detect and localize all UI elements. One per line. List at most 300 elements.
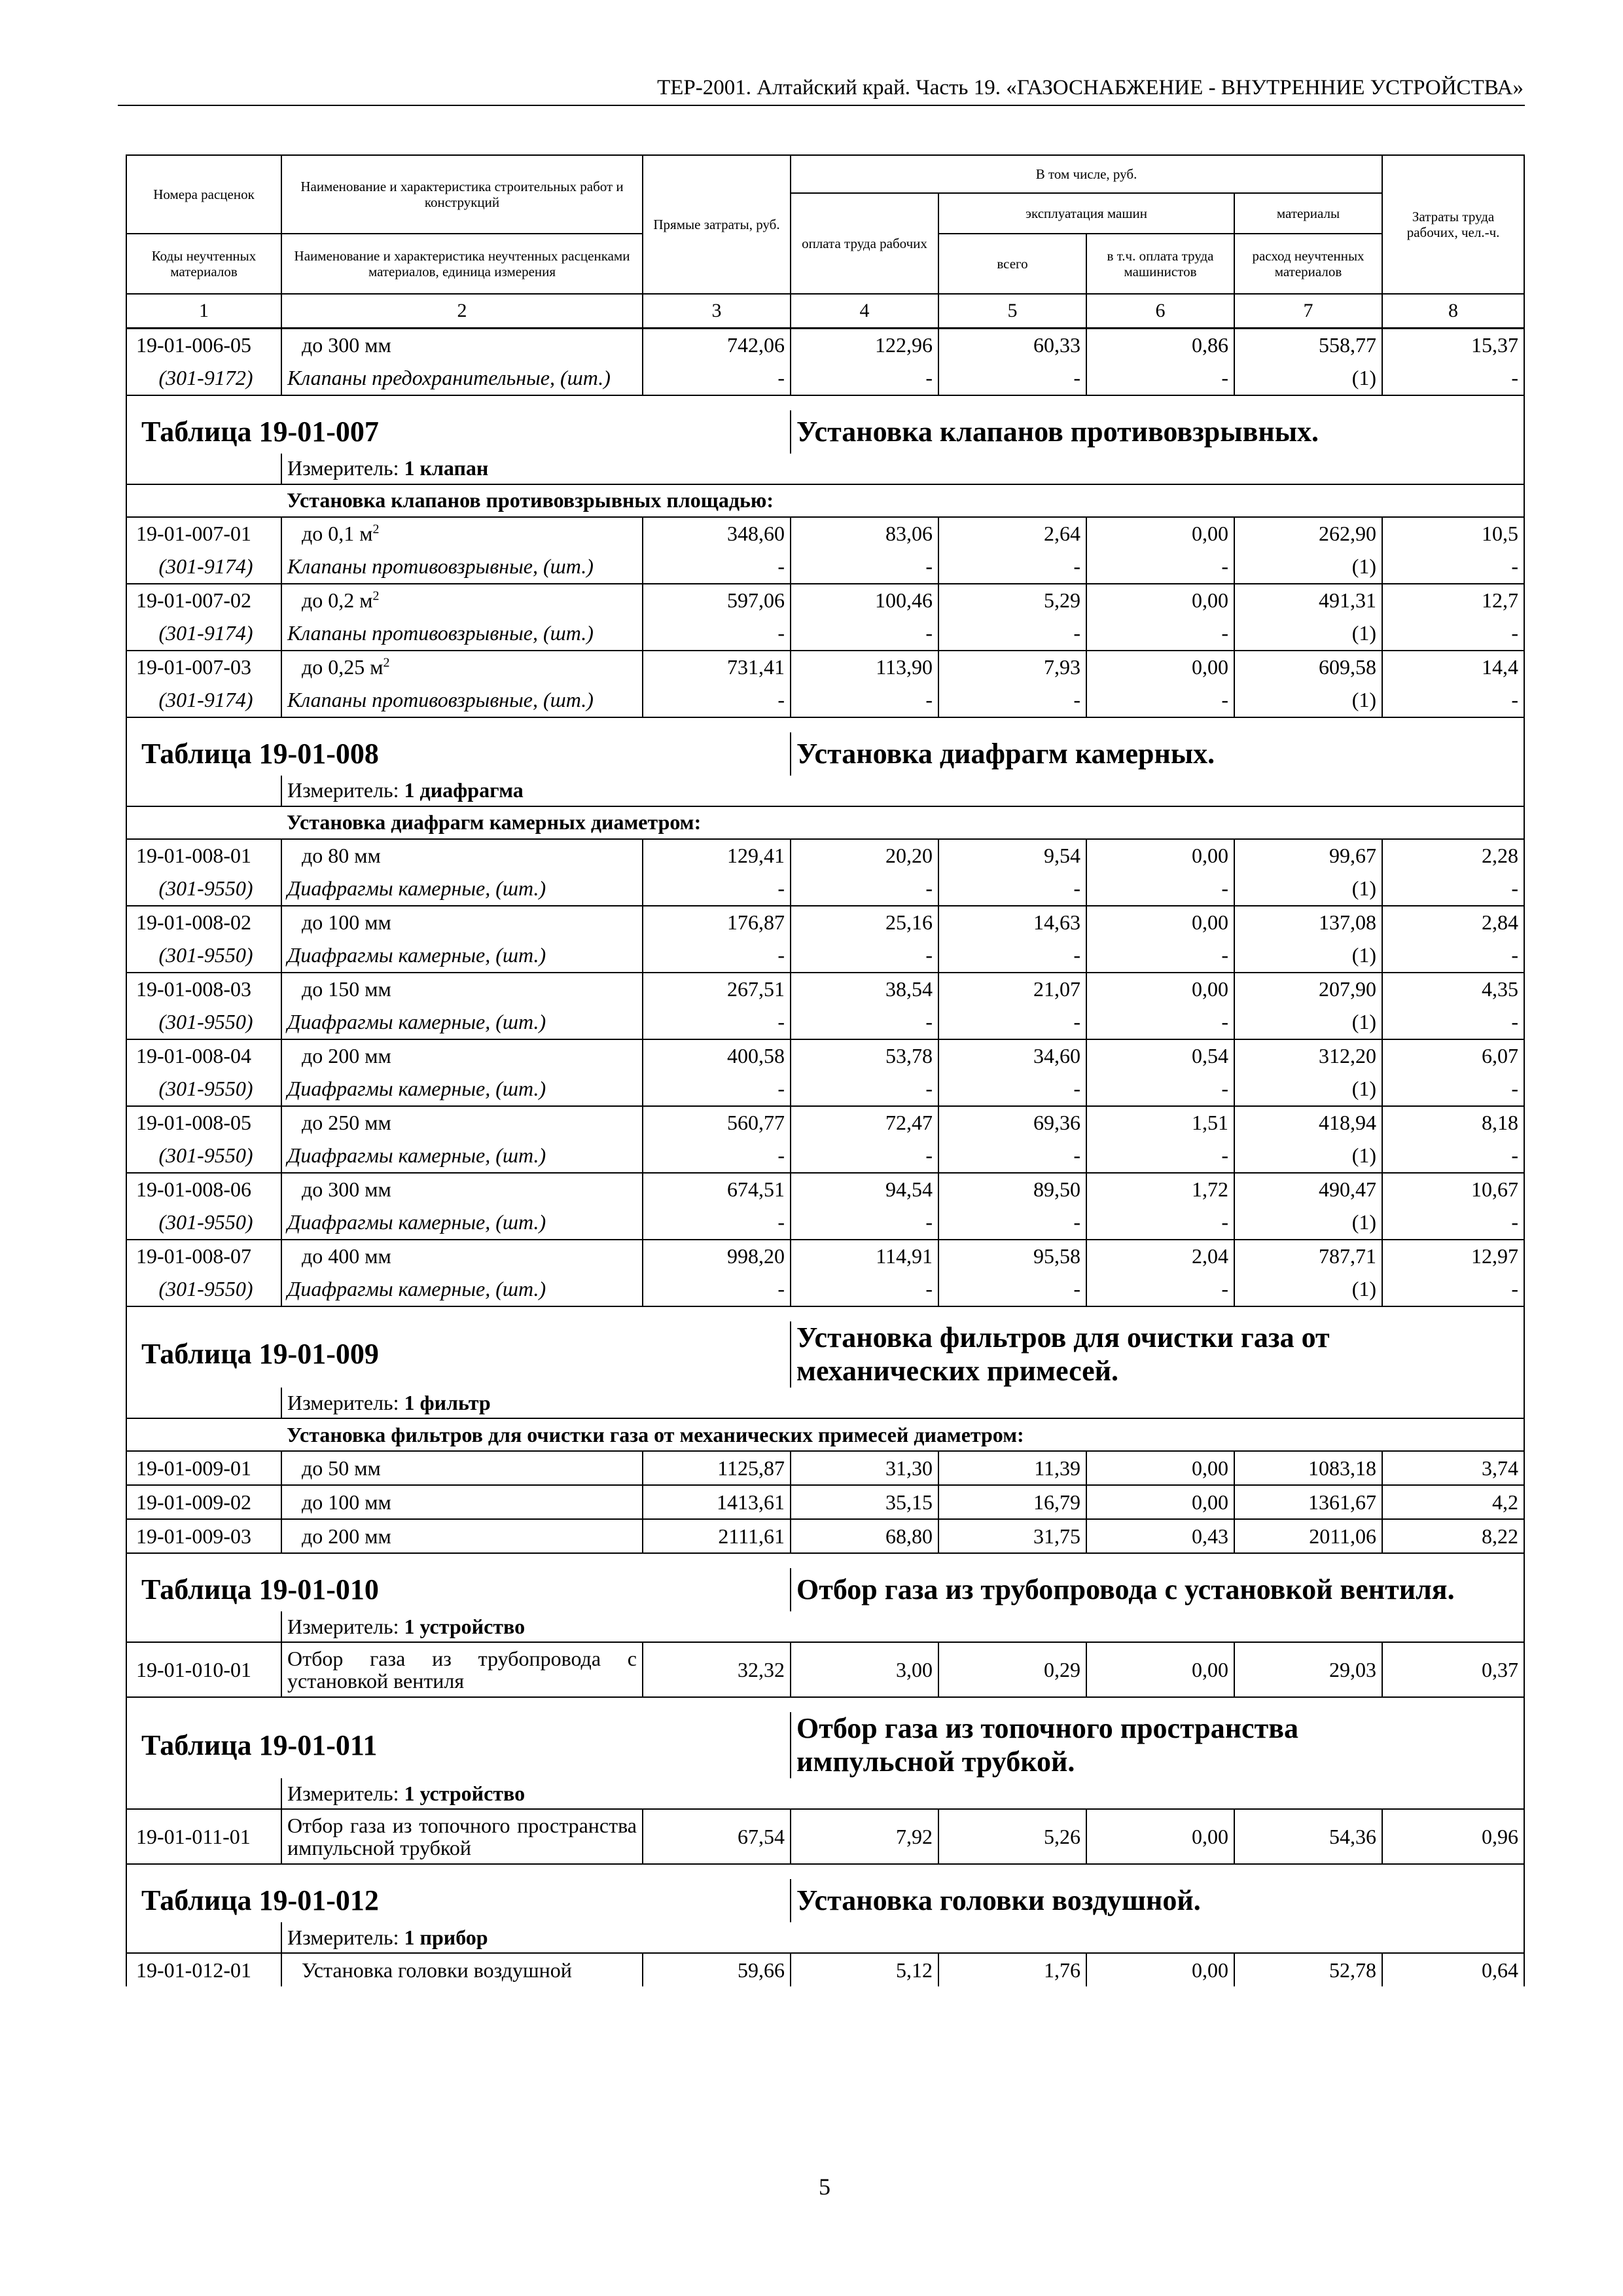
materials-cell: 52,78 [1234, 1953, 1382, 1986]
machines-wage-cell: - [1086, 939, 1234, 973]
machines-wage-cell: 0,00 [1086, 839, 1234, 872]
spacer-cell [126, 717, 1524, 732]
rate-row [126, 1106, 1524, 1139]
table-title: Установка диафрагм камерных. [791, 732, 1524, 776]
materials-cell: (1) [1234, 1273, 1382, 1306]
material-name: Диафрагмы камерные, (шт.) [281, 872, 643, 906]
direct-cost-cell: 560,77 [643, 1106, 791, 1139]
machines-wage-cell: - [1086, 1139, 1234, 1173]
rate-name [281, 973, 643, 1006]
col1-bottom-header: Коды неучтенных материалов [126, 234, 281, 294]
unit-superscript: 2 [383, 655, 390, 670]
measure-value: 1 клапан [404, 456, 489, 480]
rate-code: 19-01-009-02 [126, 1485, 281, 1519]
material-row [126, 684, 1524, 717]
section-spacer [126, 1864, 1524, 1879]
rate-code: 19-01-008-01 [126, 839, 281, 872]
machines-total-cell: 9,54 [938, 839, 1086, 872]
materials-cell: (1) [1234, 1073, 1382, 1106]
measure-spacer [126, 1611, 281, 1642]
labor-hours-cell: - [1382, 1006, 1524, 1039]
rate-name [281, 1809, 643, 1864]
direct-cost-cell: 731,41 [643, 651, 791, 684]
materials-cell: 137,08 [1234, 906, 1382, 939]
materials-cell: 787,71 [1234, 1240, 1382, 1273]
labor-cell: - [791, 617, 938, 651]
col2-top-header: Наименование и характеристика строительных работ и конструкций [281, 155, 643, 234]
machines-wage-cell: 0,00 [1086, 973, 1234, 1006]
direct-cost-cell: 267,51 [643, 973, 791, 1006]
materials-cell: (1) [1234, 1139, 1382, 1173]
labor-hours-cell: - [1382, 872, 1524, 906]
direct-cost-cell: 32,32 [643, 1642, 791, 1697]
table-label: Таблица 19-01-011 [126, 1712, 791, 1778]
rate-name-text: до 200 мм [302, 1524, 391, 1548]
section-spacer [126, 717, 1524, 732]
rate-row [126, 1173, 1524, 1206]
material-row [126, 617, 1524, 651]
material-name: Клапаны противовзрывные, (шт.) [281, 617, 643, 651]
labor-hours-cell: - [1382, 1073, 1524, 1106]
materials-cell: (1) [1234, 617, 1382, 651]
labor-hours-cell: - [1382, 1273, 1524, 1306]
rate-code: 19-01-012-01 [126, 1953, 281, 1986]
labor-hours-cell: - [1382, 1206, 1524, 1240]
machines-total-cell: - [938, 1006, 1086, 1039]
section-spacer [126, 1553, 1524, 1568]
measure-prefix: Измеритель: [287, 456, 399, 480]
labor-hours-cell: 0,96 [1382, 1809, 1524, 1864]
group-spacer [126, 1418, 281, 1451]
rate-name [281, 1240, 643, 1273]
rate-name [281, 1485, 643, 1519]
material-code: (301-9550) [126, 872, 281, 906]
rate-name [281, 906, 643, 939]
rate-row [126, 973, 1524, 1006]
rate-name-text: до 0,25 м [302, 655, 383, 679]
rate-code: 19-01-008-05 [126, 1106, 281, 1139]
direct-cost-cell: - [643, 939, 791, 973]
rate-name-text: Отбор газа из топочного пространства импульсной трубкой [287, 1813, 637, 1860]
material-row [126, 550, 1524, 584]
labor-hours-cell: 3,74 [1382, 1451, 1524, 1485]
materials-cell: 490,47 [1234, 1173, 1382, 1206]
labor-cell: 31,30 [791, 1451, 938, 1485]
page-number: 5 [819, 2174, 830, 2200]
materials-cell: 2011,06 [1234, 1519, 1382, 1553]
rate-code: 19-01-006-05 [126, 329, 281, 363]
labor-cell: - [791, 684, 938, 717]
labor-cell: 7,92 [791, 1809, 938, 1864]
machines-total-cell: 60,33 [938, 329, 1086, 363]
table-title-row [126, 410, 1524, 454]
labor-hours-cell: 15,37 [1382, 329, 1524, 363]
machines-total-cell: - [938, 1073, 1086, 1106]
direct-cost-cell: 129,41 [643, 839, 791, 872]
measure-row [126, 454, 1524, 484]
machines-total-cell: 14,63 [938, 906, 1086, 939]
labor-cell: 5,12 [791, 1953, 938, 1986]
direct-cost-cell: - [643, 1206, 791, 1240]
materials-cell: 207,90 [1234, 973, 1382, 1006]
rate-code: 19-01-008-07 [126, 1240, 281, 1273]
rate-name-text: до 300 мм [302, 1177, 391, 1202]
measure-cell [281, 776, 1524, 806]
direct-cost-cell: - [643, 1006, 791, 1039]
labor-hours-cell: - [1382, 1139, 1524, 1173]
labor-cell: 38,54 [791, 973, 938, 1006]
table-title: Установка клапанов противовзрывных. [791, 410, 1524, 454]
machines-total-cell: 5,26 [938, 1809, 1086, 1864]
rate-name [281, 1519, 643, 1553]
rate-name [281, 839, 643, 872]
column-number: 4 [791, 294, 938, 329]
rate-code: 19-01-009-03 [126, 1519, 281, 1553]
rate-name-text: до 50 мм [302, 1456, 381, 1480]
material-code: (301-9174) [126, 550, 281, 584]
material-name: Диафрагмы камерные, (шт.) [281, 1006, 643, 1039]
measure-cell [281, 454, 1524, 484]
labor-header: оплата труда рабочих [791, 193, 938, 294]
material-row [126, 362, 1524, 395]
rate-name [281, 584, 643, 617]
machines-wage-cell: 0,00 [1086, 1451, 1234, 1485]
labor-hours-cell: - [1382, 550, 1524, 584]
materials-cell: 418,94 [1234, 1106, 1382, 1139]
machines-header: эксплуатация машин [938, 193, 1234, 234]
table-title-row [126, 1879, 1524, 1922]
machines-total-cell: - [938, 550, 1086, 584]
measure-prefix: Измеритель: [287, 1781, 399, 1805]
direct-cost-cell: - [643, 550, 791, 584]
machines-wage-cell: - [1086, 617, 1234, 651]
rate-name-text: до 400 мм [302, 1244, 391, 1268]
machines-total-cell: - [938, 872, 1086, 906]
materials-cell: (1) [1234, 939, 1382, 973]
machines-wage-cell: 0,54 [1086, 1039, 1234, 1073]
measure-value: 1 фильтр [404, 1390, 491, 1414]
materials-cell: 1083,18 [1234, 1451, 1382, 1485]
machines-wage-cell: - [1086, 1273, 1234, 1306]
material-name: Диафрагмы камерные, (шт.) [281, 1273, 643, 1306]
direct-cost-cell: 400,58 [643, 1039, 791, 1073]
rate-name-text: до 100 мм [302, 910, 391, 935]
section-spacer [126, 1306, 1524, 1321]
machines-total-cell: - [938, 939, 1086, 973]
section-spacer [126, 1697, 1524, 1712]
machines-wage-cell: - [1086, 1006, 1234, 1039]
materials-cell: (1) [1234, 362, 1382, 395]
material-code: (301-9174) [126, 684, 281, 717]
column-number: 2 [281, 294, 643, 329]
column-number: 1 [126, 294, 281, 329]
machines-wage-cell: - [1086, 684, 1234, 717]
labor-cell: 3,00 [791, 1642, 938, 1697]
rate-row [126, 584, 1524, 617]
table-body [126, 329, 1524, 1987]
labor-cell: 68,80 [791, 1519, 938, 1553]
direct-cost-cell: 2111,61 [643, 1519, 791, 1553]
labor-hours-cell: 6,07 [1382, 1039, 1524, 1073]
rate-code: 19-01-008-04 [126, 1039, 281, 1073]
direct-cost-cell: 1125,87 [643, 1451, 791, 1485]
labor-cell: - [791, 872, 938, 906]
labor-cell: 83,06 [791, 517, 938, 550]
material-code: (301-9172) [126, 362, 281, 395]
machines-wage-cell: 0,00 [1086, 651, 1234, 684]
rate-name [281, 1953, 643, 1986]
group-row [126, 484, 1524, 517]
rate-name [281, 1451, 643, 1485]
material-code: (301-9550) [126, 939, 281, 973]
labor-hours-cell: - [1382, 939, 1524, 973]
labor-hours-cell: 0,64 [1382, 1953, 1524, 1986]
table-label: Таблица 19-01-007 [126, 410, 791, 454]
labor-hours-cell: 10,67 [1382, 1173, 1524, 1206]
machines-wage-cell: 0,00 [1086, 1953, 1234, 1986]
direct-cost-cell: 59,66 [643, 1953, 791, 1986]
column-number: 7 [1234, 294, 1382, 329]
material-code: (301-9550) [126, 1206, 281, 1240]
rate-row [126, 1642, 1524, 1697]
materials-cell: 99,67 [1234, 839, 1382, 872]
machines-total-cell: 34,60 [938, 1039, 1086, 1073]
group-label: Установка диафрагм камерных диаметром: [281, 806, 1524, 839]
machines-total-cell: - [938, 617, 1086, 651]
machines-wage-cell: 1,72 [1086, 1173, 1234, 1206]
rate-name [281, 1106, 643, 1139]
rate-row [126, 1519, 1524, 1553]
material-row [126, 1206, 1524, 1240]
rate-name [281, 1039, 643, 1073]
material-name: Диафрагмы камерные, (шт.) [281, 1139, 643, 1173]
machines-wage-cell: - [1086, 1206, 1234, 1240]
material-code: (301-9174) [126, 617, 281, 651]
labor-cell: 25,16 [791, 906, 938, 939]
column-number: 5 [938, 294, 1086, 329]
rate-code: 19-01-010-01 [126, 1642, 281, 1697]
rate-row [126, 517, 1524, 550]
machines-total-cell: - [938, 1206, 1086, 1240]
table-title: Установка фильтров для очистки газа от механических примесей. [791, 1321, 1524, 1388]
machines-wage-cell: 1,51 [1086, 1106, 1234, 1139]
materials-cell: (1) [1234, 550, 1382, 584]
rate-name-text: Установка головки воздушной [302, 1958, 572, 1982]
header-title: ТЕР-2001. Алтайский край. Часть 19. «ГАЗОСНАБЖЕНИЕ - ВНУТРЕННИЕ УСТРОЙСТВА» [657, 76, 1524, 99]
material-name: Клапаны предохранительные, (шт.) [281, 362, 643, 395]
labor-cost-header: Затраты труда рабочих, чел.-ч. [1382, 155, 1524, 294]
direct-cost-cell: - [643, 1273, 791, 1306]
labor-cell: 35,15 [791, 1485, 938, 1519]
materials-cell: 609,58 [1234, 651, 1382, 684]
table-label: Таблица 19-01-012 [126, 1879, 791, 1922]
material-row [126, 1139, 1524, 1173]
machines-total-cell: 1,76 [938, 1953, 1086, 1986]
group-spacer [126, 484, 281, 517]
machines-total-cell: 5,29 [938, 584, 1086, 617]
material-row [126, 1006, 1524, 1039]
measure-row [126, 1388, 1524, 1418]
rate-name-text: до 250 мм [302, 1111, 391, 1135]
col2-bottom-header: Наименование и характеристика неучтенных расценками материалов, единица измерения [281, 234, 643, 294]
machines-total-cell: - [938, 362, 1086, 395]
table-label: Таблица 19-01-008 [126, 732, 791, 776]
rate-code: 19-01-007-01 [126, 517, 281, 550]
direct-cost-cell: 674,51 [643, 1173, 791, 1206]
material-name: Клапаны противовзрывные, (шт.) [281, 684, 643, 717]
materials-cell: 262,90 [1234, 517, 1382, 550]
direct-cost-cell: - [643, 1073, 791, 1106]
spacer-cell [126, 395, 1524, 410]
machines-total-cell: 11,39 [938, 1451, 1086, 1485]
rate-name [281, 517, 643, 550]
measure-row [126, 1922, 1524, 1953]
measure-spacer [126, 1922, 281, 1953]
rate-name-text: до 100 мм [302, 1490, 391, 1514]
measure-row [126, 776, 1524, 806]
machines-total-cell: 21,07 [938, 973, 1086, 1006]
measure-prefix: Измеритель: [287, 1390, 399, 1414]
group-row [126, 1418, 1524, 1451]
spacer-cell [126, 1864, 1524, 1879]
group-spacer [126, 806, 281, 839]
direct-cost-cell: 597,06 [643, 584, 791, 617]
rate-row [126, 1809, 1524, 1864]
table-label: Таблица 19-01-009 [126, 1321, 791, 1388]
table-title: Установка головки воздушной. [791, 1879, 1524, 1922]
labor-hours-cell: 4,35 [1382, 973, 1524, 1006]
labor-hours-cell: 8,18 [1382, 1106, 1524, 1139]
rates-table-container [126, 154, 1524, 2085]
machines-wage-cell: 0,00 [1086, 906, 1234, 939]
group-row [126, 806, 1524, 839]
spacer-cell [126, 1306, 1524, 1321]
labor-hours-cell: 14,4 [1382, 651, 1524, 684]
material-code: (301-9550) [126, 1073, 281, 1106]
incl-header: В том числе, руб. [791, 155, 1382, 193]
rate-code: 19-01-009-01 [126, 1451, 281, 1485]
material-name: Диафрагмы камерные, (шт.) [281, 1206, 643, 1240]
labor-cell: 94,54 [791, 1173, 938, 1206]
rate-row [126, 1953, 1524, 1986]
rate-code: 19-01-008-03 [126, 973, 281, 1006]
machines-wage-cell: 0,00 [1086, 1809, 1234, 1864]
machines-total-cell: - [938, 684, 1086, 717]
machines-total-cell: 7,93 [938, 651, 1086, 684]
measure-cell [281, 1611, 1524, 1642]
machines-total-cell: - [938, 1139, 1086, 1173]
table-title: Отбор газа из трубопровода с установкой вентиля. [791, 1568, 1524, 1611]
labor-cell: - [791, 550, 938, 584]
direct-cost-cell: - [643, 362, 791, 395]
rate-name-text: до 0,1 м [302, 522, 373, 546]
machines-total-cell: 89,50 [938, 1173, 1086, 1206]
material-row [126, 939, 1524, 973]
measure-spacer [126, 1778, 281, 1809]
table-label: Таблица 19-01-010 [126, 1568, 791, 1611]
labor-cell: - [791, 939, 938, 973]
labor-hours-cell: - [1382, 362, 1524, 395]
direct-cost-cell: 348,60 [643, 517, 791, 550]
machines-wage-cell: 2,04 [1086, 1240, 1234, 1273]
labor-hours-cell: 10,5 [1382, 517, 1524, 550]
labor-hours-cell: 4,2 [1382, 1485, 1524, 1519]
rate-name [281, 1642, 643, 1697]
labor-cell: - [791, 1073, 938, 1106]
materials-cell: (1) [1234, 872, 1382, 906]
machines-wage-header: в т.ч. оплата труда машинистов [1086, 234, 1234, 294]
measure-value: 1 устройство [404, 1781, 526, 1805]
rate-code: 19-01-011-01 [126, 1809, 281, 1864]
table-title-row [126, 732, 1524, 776]
direct-cost-cell: - [643, 1139, 791, 1173]
material-row [126, 872, 1524, 906]
labor-cell: 72,47 [791, 1106, 938, 1139]
direct-cost-header: Прямые затраты, руб. [643, 155, 791, 294]
machines-total-cell: 31,75 [938, 1519, 1086, 1553]
materials-cell: 29,03 [1234, 1642, 1382, 1697]
group-label: Установка клапанов противовзрывных площадью: [281, 484, 1524, 517]
measure-cell [281, 1922, 1524, 1953]
machines-total-cell: 95,58 [938, 1240, 1086, 1273]
rate-code: 19-01-007-03 [126, 651, 281, 684]
rate-row [126, 906, 1524, 939]
rate-name-text: до 200 мм [302, 1044, 391, 1068]
rate-name-text: до 150 мм [302, 977, 391, 1001]
direct-cost-cell: 998,20 [643, 1240, 791, 1273]
materials-cell: 1361,67 [1234, 1485, 1382, 1519]
rate-row [126, 651, 1524, 684]
machines-total-cell: 69,36 [938, 1106, 1086, 1139]
column-numbers-row [126, 294, 1524, 329]
machines-total-cell: 2,64 [938, 517, 1086, 550]
direct-cost-cell: 1413,61 [643, 1485, 791, 1519]
machines-wage-cell: - [1086, 550, 1234, 584]
spacer-cell [126, 1553, 1524, 1568]
measure-prefix: Измеритель: [287, 1614, 399, 1638]
rate-row [126, 329, 1524, 363]
material-code: (301-9550) [126, 1139, 281, 1173]
rate-row [126, 1039, 1524, 1073]
direct-cost-cell: 67,54 [643, 1809, 791, 1864]
material-code: (301-9550) [126, 1006, 281, 1039]
table-head [126, 155, 1524, 329]
labor-hours-cell: - [1382, 617, 1524, 651]
machines-wage-cell: 0,00 [1086, 517, 1234, 550]
labor-cell: - [791, 1273, 938, 1306]
table-title-row [126, 1568, 1524, 1611]
measure-cell [281, 1778, 1524, 1809]
material-row [126, 1273, 1524, 1306]
unit-superscript: 2 [372, 522, 380, 537]
measure-prefix: Измеритель: [287, 778, 399, 802]
labor-cell: - [791, 1206, 938, 1240]
labor-hours-cell: 12,7 [1382, 584, 1524, 617]
materials-unacc-header: расход неучтенных материалов [1234, 234, 1382, 294]
rate-name [281, 651, 643, 684]
machines-total-cell: - [938, 1273, 1086, 1306]
labor-cell: 53,78 [791, 1039, 938, 1073]
machines-total-cell: 0,29 [938, 1642, 1086, 1697]
labor-hours-cell: 2,84 [1382, 906, 1524, 939]
rate-row [126, 839, 1524, 872]
rate-code: 19-01-007-02 [126, 584, 281, 617]
table-title-row [126, 1321, 1524, 1388]
material-row [126, 1073, 1524, 1106]
measure-cell [281, 1388, 1524, 1418]
material-code: (301-9550) [126, 1273, 281, 1306]
machines-wage-cell: 0,43 [1086, 1519, 1234, 1553]
